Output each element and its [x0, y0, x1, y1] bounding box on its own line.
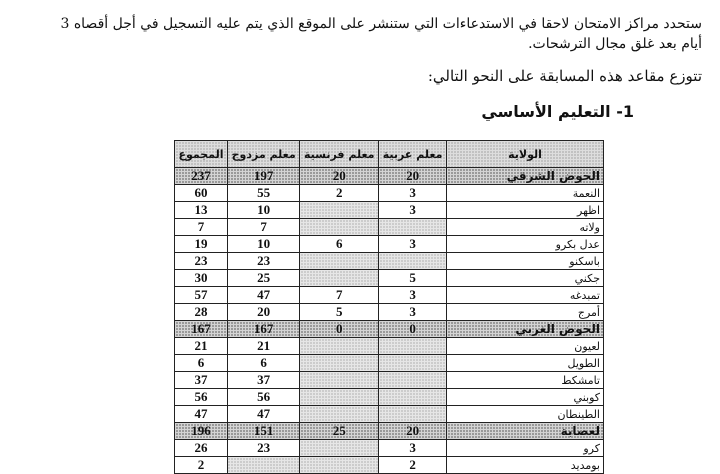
- cell-french: [300, 253, 379, 270]
- intro-line-2: أيام بعد غلق مجال الترشحات.: [528, 36, 702, 52]
- cell-french: 5: [300, 304, 379, 321]
- cell-bilingual: 7: [227, 219, 299, 236]
- cell-arabic: [379, 355, 447, 372]
- seat-distribution-table: [174, 140, 604, 474]
- cell-wilaya: اظهر: [447, 202, 604, 219]
- cell-wilaya: عدل بكرو: [447, 236, 604, 253]
- cell-total: 13: [175, 202, 228, 219]
- cell-wilaya: النعمة: [447, 185, 604, 202]
- cell-french: [300, 202, 379, 219]
- cell-arabic: 3: [379, 236, 447, 253]
- cell-french: [300, 355, 379, 372]
- cell-arabic: 3: [379, 185, 447, 202]
- table-row: [175, 389, 604, 406]
- distribution-note: تتوزع مقاعد هذه المسابقة على النحو التالي:: [427, 67, 702, 85]
- cell-french: [300, 457, 379, 474]
- cell-total: 28: [175, 304, 228, 321]
- table-row-region: [175, 321, 604, 338]
- table-row-region: [175, 168, 604, 185]
- header-wilaya: الولاية: [447, 141, 604, 168]
- cell-bilingual: 167: [227, 321, 299, 338]
- cell-bilingual: 23: [227, 253, 299, 270]
- cell-total: 21: [175, 338, 228, 355]
- cell-bilingual: 47: [227, 406, 299, 423]
- cell-french: [300, 270, 379, 287]
- table-row-region: [175, 423, 604, 440]
- header-french-teacher: معلم فرنسية: [300, 141, 379, 168]
- cell-arabic: 3: [379, 287, 447, 304]
- cell-bilingual: 25: [227, 270, 299, 287]
- table-row: [175, 304, 604, 321]
- cell-total: 56: [175, 389, 228, 406]
- cell-french: 2: [300, 185, 379, 202]
- cell-total: 26: [175, 440, 228, 457]
- cell-bilingual: 21: [227, 338, 299, 355]
- header-arabic-teacher: معلم عربية: [379, 141, 447, 168]
- cell-french: 0: [300, 321, 379, 338]
- cell-french: [300, 338, 379, 355]
- cell-total: 23: [175, 253, 228, 270]
- cell-french: [300, 406, 379, 423]
- cell-arabic: 3: [379, 304, 447, 321]
- table-body: [175, 168, 604, 474]
- table-row: [175, 457, 604, 474]
- cell-total: 7: [175, 219, 228, 236]
- cell-total: 60: [175, 185, 228, 202]
- table-row: [175, 202, 604, 219]
- cell-arabic: 3: [379, 440, 447, 457]
- cell-total: 37: [175, 372, 228, 389]
- cell-arabic: [379, 406, 447, 423]
- cell-arabic: 0: [379, 321, 447, 338]
- cell-bilingual: 20: [227, 304, 299, 321]
- cell-french: [300, 219, 379, 236]
- table-row: [175, 372, 604, 389]
- cell-bilingual: 6: [227, 355, 299, 372]
- table-row: [175, 338, 604, 355]
- intro-paragraph: [42, 14, 702, 54]
- cell-wilaya: بومديد: [447, 457, 604, 474]
- cell-total: 196: [175, 423, 228, 440]
- cell-arabic: [379, 372, 447, 389]
- table-row: [175, 253, 604, 270]
- cell-french: 7: [300, 287, 379, 304]
- cell-french: [300, 372, 379, 389]
- cell-wilaya: جكني: [447, 270, 604, 287]
- cell-total: 47: [175, 406, 228, 423]
- cell-total: 2: [175, 457, 228, 474]
- cell-bilingual: 23: [227, 440, 299, 457]
- cell-bilingual: 47: [227, 287, 299, 304]
- table-row: [175, 406, 604, 423]
- table-row: [175, 236, 604, 253]
- cell-arabic: [379, 219, 447, 236]
- cell-wilaya: كوبني: [447, 389, 604, 406]
- cell-wilaya: الحوض الشرقي: [447, 168, 604, 185]
- cell-bilingual: 56: [227, 389, 299, 406]
- cell-wilaya: الطويل: [447, 355, 604, 372]
- cell-wilaya: أمرج: [447, 304, 604, 321]
- cell-arabic: [379, 338, 447, 355]
- cell-french: 6: [300, 236, 379, 253]
- section-heading: 1- التعليم الأساسي: [481, 102, 634, 121]
- cell-wilaya: الطينطان: [447, 406, 604, 423]
- table-row: [175, 270, 604, 287]
- cell-arabic: [379, 253, 447, 270]
- cell-total: 237: [175, 168, 228, 185]
- cell-total: 6: [175, 355, 228, 372]
- cell-wilaya: لعيون: [447, 338, 604, 355]
- cell-french: 20: [300, 168, 379, 185]
- cell-wilaya: لعصابة: [447, 423, 604, 440]
- cell-total: 167: [175, 321, 228, 338]
- table-header-row: [175, 141, 604, 168]
- cell-arabic: [379, 389, 447, 406]
- cell-bilingual: 197: [227, 168, 299, 185]
- cell-wilaya: كرو: [447, 440, 604, 457]
- cell-bilingual: 55: [227, 185, 299, 202]
- cell-total: 57: [175, 287, 228, 304]
- cell-arabic: 20: [379, 168, 447, 185]
- cell-wilaya: تامشكط: [447, 372, 604, 389]
- intro-line-1: ستحدد مراكز الامتحان لاحقا في الاستدعاءات التي ستنشر على الموقع الذي يتم عليه التسجيل في أجل أقصاه 3: [60, 16, 702, 32]
- cell-wilaya: ولاته: [447, 219, 604, 236]
- cell-total: 19: [175, 236, 228, 253]
- cell-wilaya: باسكنو: [447, 253, 604, 270]
- cell-french: [300, 440, 379, 457]
- table-row: [175, 185, 604, 202]
- header-total: المجموع: [175, 141, 228, 168]
- cell-bilingual: 151: [227, 423, 299, 440]
- cell-french: [300, 389, 379, 406]
- table-row: [175, 287, 604, 304]
- table-row: [175, 440, 604, 457]
- cell-bilingual: [227, 457, 299, 474]
- cell-total: 30: [175, 270, 228, 287]
- cell-wilaya: الحوض الغربي: [447, 321, 604, 338]
- cell-arabic: 3: [379, 202, 447, 219]
- cell-bilingual: 10: [227, 236, 299, 253]
- cell-french: 25: [300, 423, 379, 440]
- cell-bilingual: 37: [227, 372, 299, 389]
- cell-arabic: 2: [379, 457, 447, 474]
- cell-arabic: 5: [379, 270, 447, 287]
- cell-wilaya: تمبدغه: [447, 287, 604, 304]
- table-row: [175, 355, 604, 372]
- table-row: [175, 219, 604, 236]
- cell-bilingual: 10: [227, 202, 299, 219]
- header-bilingual-teacher: معلم مزدوج: [227, 141, 299, 168]
- cell-arabic: 20: [379, 423, 447, 440]
